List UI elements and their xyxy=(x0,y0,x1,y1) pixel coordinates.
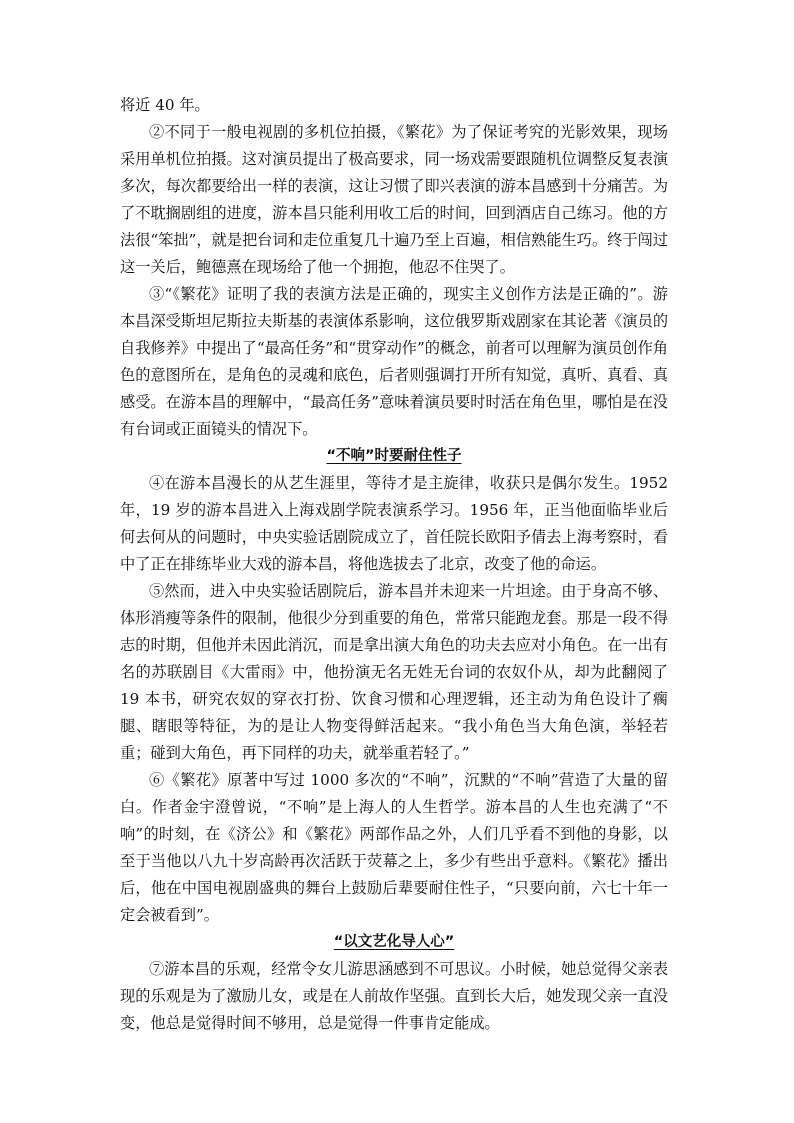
section-heading-buxiang: “不响”时要耐住性子 xyxy=(326,448,462,464)
paragraph-5: ⑤然而，进入中央实验话剧院后，游本昌并未迎来一片坦途。由于身高不够、体形消瘦等条件的限制，他很少分到重要的角色，常常只能跑龙套。那是一段不得志的时期，但他并未因此消沉，而是拿出演大角色的功夫去应对小角色。在一出有名的苏联剧目《大雷雨》中，他扮演无名无姓无台词的农奴仆从，却为此翻阅了 19 本书，研究农奴的穿衣打扮、饮食习惯和心理逻辑，还主动为角色设计了瘸腿、瞎眼等特征，为的是让人物变得鲜活起来。“我小角色当大角色演，举轻若重；碰到大角色，再下同样的功夫，就举重若轻了。” xyxy=(120,582,668,762)
section-heading-wenyi: “以文艺化导人心” xyxy=(333,934,455,950)
document-page xyxy=(120,92,668,1037)
paragraph-3: ③“《繁花》证明了我的表演方法是正确的，现实主义创作方法是正确的”。游本昌深受斯坦尼斯拉夫斯基的表演体系影响，这位俄罗斯戏剧家在其论著《演员的自我修养》中提出了“最高任务”和“贯穿动作”的概念，前者可以理解为演员创作角色的意图所在，是角色的灵魂和底色，后者则强调打开所有知觉，真听、真看、真感受。在游本昌的理解中，“最高任务”意味着演员要时时活在角色里，哪怕是在没有台词或正面镜头的情况下。 xyxy=(120,285,668,438)
paragraph-2: ②不同于一般电视剧的多机位拍摄，《繁花》为了保证考究的光影效果，现场采用单机位拍摄。这对演员提出了极高要求，同一场戏需要跟随机位调整反复表演多次，每次都要给出一样的表演，这让习惯了即兴表演的游本昌感到十分痛苦。为了不耽搁剧组的进度，游本昌只能利用收工后的时间，回到酒店自己练习。他的方法很“笨拙”，就是把台词和走位重复几十遍乃至上百遍，相信熟能生巧。终于闯过这一关后，鲍德熹在现场给了他一个拥抱，他忍不住哭了。 xyxy=(120,123,668,276)
paragraph-7: ⑦游本昌的乐观，经常令女儿游思涵感到不可思议。小时候，她总觉得父亲表现的乐观是为了激励儿女，或是在人前故作坚强。直到长大后，她发现父亲一直没变，他总是觉得时间不够用，总是觉得一件事肯定能成。 xyxy=(120,960,668,1032)
paragraph-4: ④在游本昌漫长的从艺生涯里，等待才是主旋律，收获只是偶尔发生。1952 年，19 岁的游本昌进入上海戏剧学院表演系学习。1956 年，正当他面临毕业后何去何从的问题时，中央实验话剧院成立了，首任院长欧阳予倩去上海考察时，看中了正在排练毕业大戏的游本昌，将他选拔去了北京，改变了他的命运。 xyxy=(120,474,668,573)
paragraph-6: ⑥《繁花》原著中写过 1000 多次的“不响”，沉默的“不响”营造了大量的留白。作者金宇澄曾说，“不响”是上海人的人生哲学。游本昌的人生也充满了“不响”的时刻，在《济公》和《繁花》两部作品之外，人们几乎看不到他的身影，以至于当他以八九十岁高龄再次活跃于荧幕之上，多少有些出乎意料。《繁花》播出后，他在中国电视剧盛典的舞台上鼓励后辈要耐住性子，“只要向前，六七十年一定会被看到”。 xyxy=(120,771,668,924)
paragraph-continuation: 将近 40 年。 xyxy=(120,96,210,114)
